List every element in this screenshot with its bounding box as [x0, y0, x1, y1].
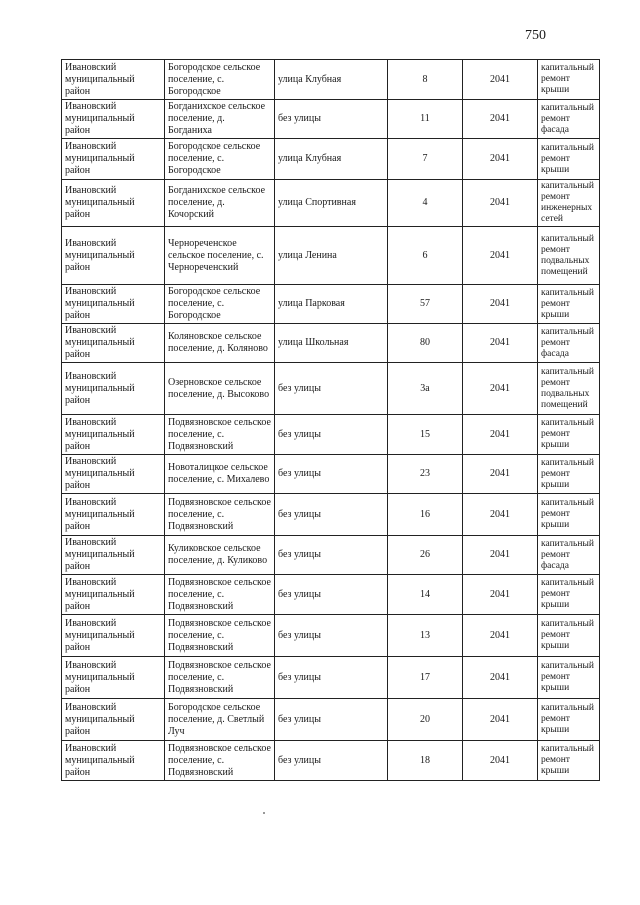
table-row: [62, 415, 600, 455]
work-type-cell: капитальный ремонт крыши: [538, 494, 600, 536]
settlement-cell: Богданихское сельское поселение, д. Кочорский: [165, 180, 275, 227]
year-cell: 2041: [463, 60, 538, 100]
street-cell: без улицы: [275, 741, 388, 781]
housing-repair-table: [61, 59, 600, 781]
table-body: [62, 60, 600, 781]
page-number: 750: [525, 28, 546, 43]
street-cell: без улицы: [275, 363, 388, 415]
table-row: [62, 60, 600, 100]
district-cell: Ивановский муниципальный район: [62, 100, 165, 139]
house-number-cell: 13: [388, 615, 463, 657]
house-number-cell: 14: [388, 575, 463, 615]
work-type-cell: капитальный ремонт крыши: [538, 139, 600, 180]
year-cell: 2041: [463, 741, 538, 781]
house-number-cell: 16: [388, 494, 463, 536]
table-row: [62, 657, 600, 699]
street-cell: без улицы: [275, 494, 388, 536]
street-cell: без улицы: [275, 575, 388, 615]
house-number-cell: 26: [388, 536, 463, 575]
year-cell: 2041: [463, 324, 538, 363]
work-type-cell: капитальный ремонт крыши: [538, 455, 600, 494]
work-type-cell: капитальный ремонт подвальных помещений: [538, 363, 600, 415]
street-cell: улица Ленина: [275, 227, 388, 285]
year-cell: 2041: [463, 575, 538, 615]
settlement-cell: Подвязновское сельское поселение, с. Подвязновский: [165, 575, 275, 615]
settlement-cell: Коляновское сельское поселение, д. Коляново: [165, 324, 275, 363]
district-cell: Ивановский муниципальный район: [62, 536, 165, 575]
settlement-cell: Подвязновское сельское поселение, с. Подвязновский: [165, 657, 275, 699]
year-cell: 2041: [463, 699, 538, 741]
work-type-cell: капитальный ремонт крыши: [538, 415, 600, 455]
district-cell: Ивановский муниципальный район: [62, 363, 165, 415]
house-number-cell: 20: [388, 699, 463, 741]
year-cell: 2041: [463, 227, 538, 285]
table-row: [62, 699, 600, 741]
work-type-cell: капитальный ремонт крыши: [538, 615, 600, 657]
table-row: [62, 139, 600, 180]
year-cell: 2041: [463, 494, 538, 536]
street-cell: улица Парковая: [275, 285, 388, 324]
settlement-cell: Подвязновское сельское поселение, с. Подвязновский: [165, 741, 275, 781]
street-cell: без улицы: [275, 455, 388, 494]
work-type-cell: капитальный ремонт крыши: [538, 60, 600, 100]
work-type-cell: капитальный ремонт крыши: [538, 285, 600, 324]
district-cell: Ивановский муниципальный район: [62, 699, 165, 741]
year-cell: 2041: [463, 657, 538, 699]
settlement-cell: Озерновское сельское поселение, д. Высоково: [165, 363, 275, 415]
street-cell: улица Клубная: [275, 139, 388, 180]
work-type-cell: капитальный ремонт крыши: [538, 699, 600, 741]
work-type-cell: капитальный ремонт фасада: [538, 536, 600, 575]
work-type-cell: капитальный ремонт фасада: [538, 100, 600, 139]
year-cell: 2041: [463, 180, 538, 227]
year-cell: 2041: [463, 285, 538, 324]
work-type-cell: капитальный ремонт инженерных сетей: [538, 180, 600, 227]
work-type-cell: капитальный ремонт крыши: [538, 741, 600, 781]
table-row: [62, 455, 600, 494]
street-cell: без улицы: [275, 100, 388, 139]
year-cell: 2041: [463, 139, 538, 180]
street-cell: улица Спортивная: [275, 180, 388, 227]
work-type-cell: капитальный ремонт подвальных помещений: [538, 227, 600, 285]
settlement-cell: Новоталицкое сельское поселение, с. Михалево: [165, 455, 275, 494]
district-cell: Ивановский муниципальный район: [62, 575, 165, 615]
district-cell: Ивановский муниципальный район: [62, 657, 165, 699]
settlement-cell: Чернореченское сельское поселение, с. Чернореченский: [165, 227, 275, 285]
table-row: [62, 180, 600, 227]
settlement-cell: Подвязновское сельское поселение, с. Подвязновский: [165, 615, 275, 657]
table-row: [62, 741, 600, 781]
street-cell: улица Клубная: [275, 60, 388, 100]
table-row: [62, 363, 600, 415]
district-cell: Ивановский муниципальный район: [62, 227, 165, 285]
house-number-cell: 6: [388, 227, 463, 285]
house-number-cell: 23: [388, 455, 463, 494]
street-cell: без улицы: [275, 657, 388, 699]
work-type-cell: капитальный ремонт крыши: [538, 657, 600, 699]
settlement-cell: Богородское сельское поселение, с. Богородское: [165, 285, 275, 324]
table-row: [62, 100, 600, 139]
street-cell: улица Школьная: [275, 324, 388, 363]
house-number-cell: 7: [388, 139, 463, 180]
year-cell: 2041: [463, 536, 538, 575]
house-number-cell: 3а: [388, 363, 463, 415]
district-cell: Ивановский муниципальный район: [62, 455, 165, 494]
settlement-cell: Богородское сельское поселение, с. Богородское: [165, 139, 275, 180]
district-cell: Ивановский муниципальный район: [62, 139, 165, 180]
house-number-cell: 18: [388, 741, 463, 781]
district-cell: Ивановский муниципальный район: [62, 180, 165, 227]
table-row: [62, 575, 600, 615]
settlement-cell: Подвязновское сельское поселение, с. Подвязновский: [165, 415, 275, 455]
settlement-cell: Богородское сельское поселение, с. Богородское: [165, 60, 275, 100]
district-cell: Ивановский муниципальный район: [62, 415, 165, 455]
settlement-cell: Богородское сельское поселение, д. Светлый Луч: [165, 699, 275, 741]
district-cell: Ивановский муниципальный район: [62, 285, 165, 324]
table-row: [62, 324, 600, 363]
street-cell: без улицы: [275, 536, 388, 575]
year-cell: 2041: [463, 415, 538, 455]
settlement-cell: Подвязновское сельское поселение, с. Подвязновский: [165, 494, 275, 536]
house-number-cell: 17: [388, 657, 463, 699]
house-number-cell: 57: [388, 285, 463, 324]
scan-speck: [263, 812, 265, 814]
house-number-cell: 8: [388, 60, 463, 100]
work-type-cell: капитальный ремонт фасада: [538, 324, 600, 363]
house-number-cell: 11: [388, 100, 463, 139]
district-cell: Ивановский муниципальный район: [62, 615, 165, 657]
district-cell: Ивановский муниципальный район: [62, 494, 165, 536]
settlement-cell: Куликовское сельское поселение, д. Куликово: [165, 536, 275, 575]
house-number-cell: 80: [388, 324, 463, 363]
table-row: [62, 494, 600, 536]
table-row: [62, 285, 600, 324]
year-cell: 2041: [463, 455, 538, 494]
street-cell: без улицы: [275, 615, 388, 657]
table-row: [62, 536, 600, 575]
settlement-cell: Богданихское сельское поселение, д. Богданиха: [165, 100, 275, 139]
work-type-cell: капитальный ремонт крыши: [538, 575, 600, 615]
table-row: [62, 615, 600, 657]
house-number-cell: 4: [388, 180, 463, 227]
street-cell: без улицы: [275, 415, 388, 455]
district-cell: Ивановский муниципальный район: [62, 60, 165, 100]
district-cell: Ивановский муниципальный район: [62, 324, 165, 363]
street-cell: без улицы: [275, 699, 388, 741]
year-cell: 2041: [463, 363, 538, 415]
house-number-cell: 15: [388, 415, 463, 455]
district-cell: Ивановский муниципальный район: [62, 741, 165, 781]
year-cell: 2041: [463, 100, 538, 139]
table-row: [62, 227, 600, 285]
year-cell: 2041: [463, 615, 538, 657]
